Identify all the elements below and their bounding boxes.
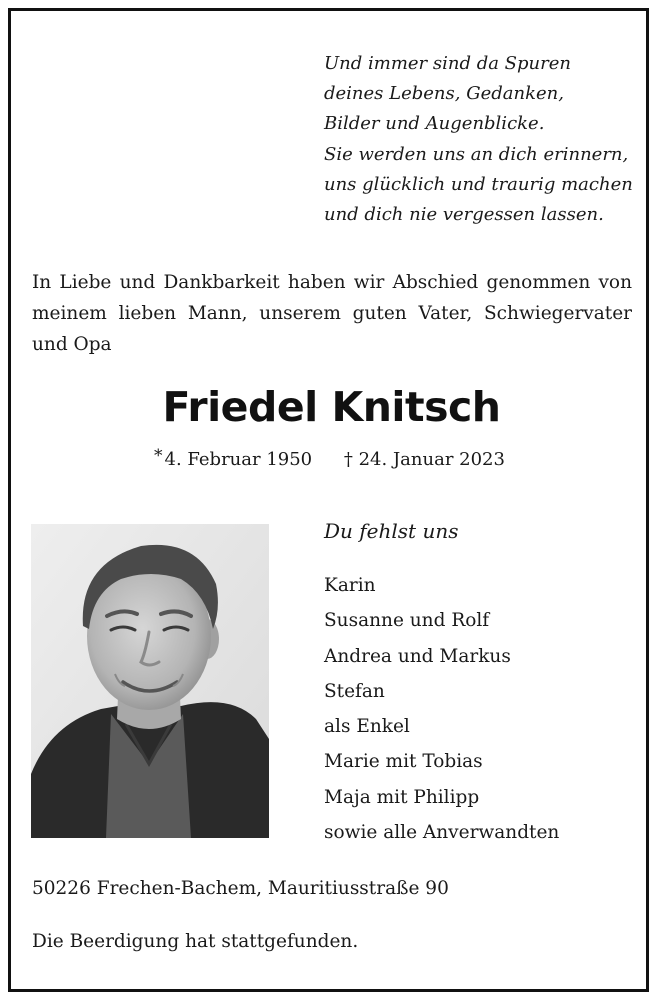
deceased-name: Friedel Knitsch: [162, 383, 501, 431]
birth-date: 4. Februar 1950: [164, 449, 313, 470]
address: 50226 Frechen-Bachem, Mauritiusstraße 90: [32, 878, 449, 899]
funeral-note: Die Beerdigung hat stattgefunden.: [32, 931, 359, 952]
poem-line: Sie werden uns an dich erinnern,: [324, 143, 629, 165]
list-item: Marie mit Tobias: [324, 751, 483, 773]
list-item: als Enkel: [324, 716, 410, 738]
poem: [324, 49, 644, 230]
poem-line: deines Lebens, Gedanken,: [324, 83, 564, 105]
mourners-heading: Du fehlst uns: [324, 519, 459, 543]
death-symbol: †: [343, 449, 353, 470]
list-item: sowie alle Anverwandten: [324, 822, 560, 844]
poem-line: Bilder und Augenblicke.: [324, 113, 545, 135]
list-item: Andrea und Markus: [324, 645, 511, 667]
intro-text: In Liebe und Dankbarkeit haben wir Abschied genommen von meinem lieben Mann, unserem guten Vater, Schwiegervater und Opa: [32, 272, 632, 355]
poem-line: und dich nie vergessen lassen.: [324, 204, 604, 226]
list-item: Susanne und Rolf: [324, 610, 490, 632]
poem-line: Und immer sind da Spuren: [324, 53, 571, 74]
poem-line: uns glücklich und traurig machen: [324, 173, 633, 195]
portrait-photo: [31, 524, 269, 838]
life-dates: [154, 443, 534, 473]
death-date: 24. Januar 2023: [358, 449, 505, 470]
portrait-photo-icon: [31, 524, 269, 838]
list-item: Stefan: [324, 680, 385, 702]
list-item: Karin: [324, 575, 376, 596]
list-item: Maja mit Philipp: [324, 786, 480, 808]
birth-symbol: *: [154, 446, 163, 466]
mourners-list: [324, 568, 644, 850]
obituary-notice: [8, 8, 649, 992]
